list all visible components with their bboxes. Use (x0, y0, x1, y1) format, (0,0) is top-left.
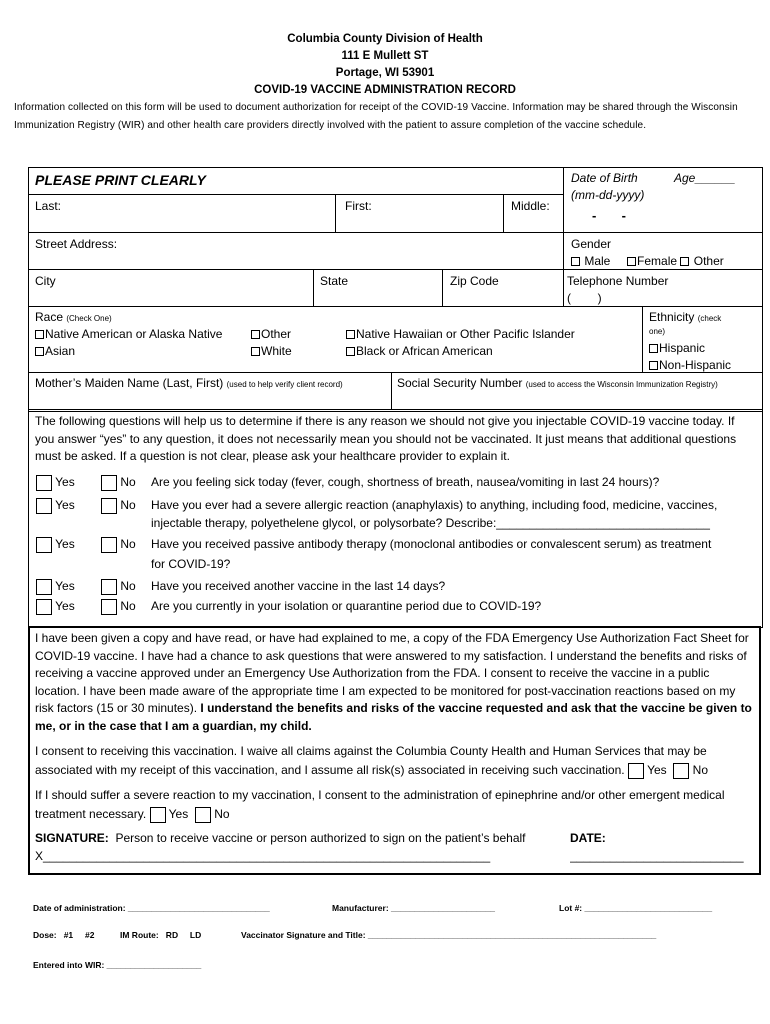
race-hawaiian-checkbox[interactable] (346, 330, 355, 339)
street-address-field[interactable]: Street Address: (35, 237, 118, 251)
age-field[interactable]: Age______ (674, 171, 736, 185)
screening-intro: The following questions will help us to determine if there is any reason we should not give you injectable COVID-19 vaccine today. If you answer “yes” to any question, it does not necessarily mean you should not be vaccinated. It just means that additional questions must be asked. If a question is not clear, please ask your healthcare provider to explain it. (35, 414, 737, 463)
print-clearly-label: PLEASE PRINT CLEARLY (35, 172, 206, 188)
other-gender-checkbox[interactable] (680, 257, 689, 266)
maiden-name-field[interactable]: Mother’s Maiden Name (Last, First) (used to help verify client record) (35, 376, 343, 390)
first-name-field[interactable]: First: (345, 199, 372, 213)
male-label: Male (584, 254, 611, 268)
vaccinator-signature-field[interactable]: Vaccinator Signature and Title: _____________________________________________________________ (241, 930, 657, 940)
race-asian[interactable]: Asian (35, 344, 75, 359)
q1-yes-checkbox[interactable] (36, 475, 52, 491)
q3-no[interactable]: No (101, 535, 136, 554)
consent-paragraph-3: If I should suffer a severe reaction to my vaccination, I consent to the administration of epinephrine and/or other emergent medical treatment necessary. Yes No (35, 788, 725, 821)
consent-no-checkbox[interactable] (673, 763, 689, 779)
q5-yes[interactable]: Yes (36, 597, 75, 616)
q4-yes[interactable]: Yes (36, 577, 75, 596)
dose-field[interactable]: Dose: #1 #2 (33, 930, 95, 940)
org-city: Portage, WI 53901 (335, 67, 435, 79)
epinephrine-no-checkbox[interactable] (195, 807, 211, 823)
q5-text: Are you currently in your isolation or quarantine period due to COVID-19? (151, 599, 542, 613)
dob-format: (mm-dd-yyyy) (571, 188, 645, 202)
race-hawaiian[interactable]: Native Hawaiian or Other Pacific Islander (346, 327, 575, 342)
city-field[interactable]: City (35, 274, 56, 288)
phone-label: Telephone Number (567, 274, 669, 288)
hispanic-option[interactable]: Hispanic (649, 341, 705, 356)
phone-field[interactable]: ( ) (567, 291, 602, 305)
date-of-administration-field[interactable]: Date of administration: ______________________________ (33, 903, 270, 913)
other-gender-label: Other (693, 254, 724, 268)
race-white[interactable]: White (251, 344, 292, 359)
entered-into-wir-field[interactable]: Entered into WIR: ____________________ (33, 960, 202, 970)
q2-yes[interactable]: Yes (36, 496, 75, 515)
date-label: DATE: (570, 831, 606, 845)
race-white-checkbox[interactable] (251, 347, 260, 356)
dob-label: Date of Birth (571, 171, 638, 185)
q4-yes-checkbox[interactable] (36, 579, 52, 595)
q1-yes[interactable]: Yes (36, 473, 75, 492)
q5-no-checkbox[interactable] (101, 599, 117, 615)
last-name-field[interactable]: Last: (35, 199, 62, 213)
im-route-field[interactable]: IM Route: RD LD (120, 930, 202, 940)
q5-yes-checkbox[interactable] (36, 599, 52, 615)
q2-yes-checkbox[interactable] (36, 498, 52, 514)
q4-no[interactable]: No (101, 577, 136, 596)
gender-options (571, 254, 724, 269)
hispanic-checkbox[interactable] (649, 344, 658, 353)
consent-paragraph-2: I consent to receiving this vaccination. I waive all claims against the Columbia County Health and Human Services that may be associated with my receipt of this vaccination, and I assume all risk(s) associated in receiving such vaccination. Yes No (35, 744, 709, 777)
race-black-checkbox[interactable] (346, 347, 355, 356)
race-native-american-checkbox[interactable] (35, 330, 44, 339)
female-checkbox[interactable] (627, 257, 636, 266)
zip-field[interactable]: Zip Code (450, 274, 499, 288)
manufacturer-field[interactable]: Manufacturer: ______________________ (332, 903, 496, 913)
ethnicity-note: one) (649, 327, 666, 336)
q4-text: Have you received another vaccine in the last 14 days? (151, 579, 446, 593)
ethnicity-label: Ethnicity (check (649, 310, 722, 324)
q3-text-line1: Have you received passive antibody therapy (monoclonal antibodies or convalescent serum) as treatment (151, 537, 712, 551)
dob-field[interactable]: - - (592, 208, 626, 223)
signature-field[interactable]: X___________________________________________________________________ (35, 849, 491, 863)
date-field[interactable]: __________________________ (570, 849, 744, 863)
race-asian-checkbox[interactable] (35, 347, 44, 356)
male-checkbox[interactable] (571, 257, 580, 266)
org-name: Columbia County Division of Health (287, 33, 483, 45)
q3-yes[interactable]: Yes (36, 535, 75, 554)
lot-number-field[interactable]: Lot #: ___________________________ (559, 903, 713, 913)
q3-yes-checkbox[interactable] (36, 537, 52, 553)
form-title: COVID-19 VACCINE ADMINISTRATION RECORD (254, 84, 516, 96)
race-black[interactable]: Black or African American (346, 344, 493, 359)
q1-no-checkbox[interactable] (101, 475, 117, 491)
state-field[interactable]: State (320, 274, 349, 288)
q2-no[interactable]: No (101, 496, 136, 515)
intro-text: Information collected on this form will be used to document authorization for receipt of the COVID-19 Vaccine. Information may be shared through the Wisconsin Immunization Registry (WIR) and other health care providers directly involved with the patient to assure completion of the vaccine schedule. (14, 102, 738, 131)
q5-no[interactable]: No (101, 597, 136, 616)
female-label: Female (637, 254, 678, 268)
q2-no-checkbox[interactable] (101, 498, 117, 514)
q1-no[interactable]: No (101, 473, 136, 492)
race-label: Race (Check One) (35, 310, 112, 324)
org-address: 111 E Mullett ST (341, 50, 429, 62)
race-other-checkbox[interactable] (251, 330, 260, 339)
non-hispanic-checkbox[interactable] (649, 361, 658, 370)
q3-text-line2: for COVID-19? (151, 557, 231, 571)
consent-yes-checkbox[interactable] (628, 763, 644, 779)
ssn-field[interactable]: Social Security Number (used to access the Wisconsin Immunization Registry) (397, 376, 718, 390)
q2-text-line2[interactable]: injectable therapy, polyethelene glycol, or polysorbate? Describe:________________________________ (151, 516, 710, 530)
q1-text: Are you feeling sick today (fever, cough, shortness of breath, nausea/vomiting in last 24 hours)? (151, 475, 660, 489)
signature-label: SIGNATURE: Person to receive vaccine or person authorized to sign on the patient’s behalf (35, 831, 526, 845)
gender-label: Gender (571, 237, 612, 251)
q4-no-checkbox[interactable] (101, 579, 117, 595)
race-native-american[interactable]: Native American or Alaska Native (35, 327, 222, 342)
q2-text-line1: Have you ever had a severe allergic reaction (anaphylaxis) to anything, including food, medicine, vaccines, (151, 498, 718, 512)
middle-name-field[interactable]: Middle: (511, 199, 550, 213)
race-other[interactable]: Other (251, 327, 291, 342)
non-hispanic-option[interactable]: Non-Hispanic (649, 358, 731, 373)
consent-paragraph-1: I have been given a copy and have read, or have had explained to me, a copy of the FDA Emergency Use Authorization Fact Sheet for COVID-19 vaccine. I have had a chance to ask questions that were answered to my satisfaction. I understand the benefits and risks of receiving a vaccine approved under an Emergency Use Authorization from the FDA. I consent to receive the vaccine in a public location. I have been made aware of the appropriate time I am expected to be monitored for post-vaccination reactions based on my risk factors (15 or 30 minutes). I understand the benefits and risks of the vaccine requested and ask that the vaccine be given to me, or in the case that I am a guardian, my child. (35, 631, 752, 733)
q3-no-checkbox[interactable] (101, 537, 117, 553)
epinephrine-yes-checkbox[interactable] (150, 807, 166, 823)
